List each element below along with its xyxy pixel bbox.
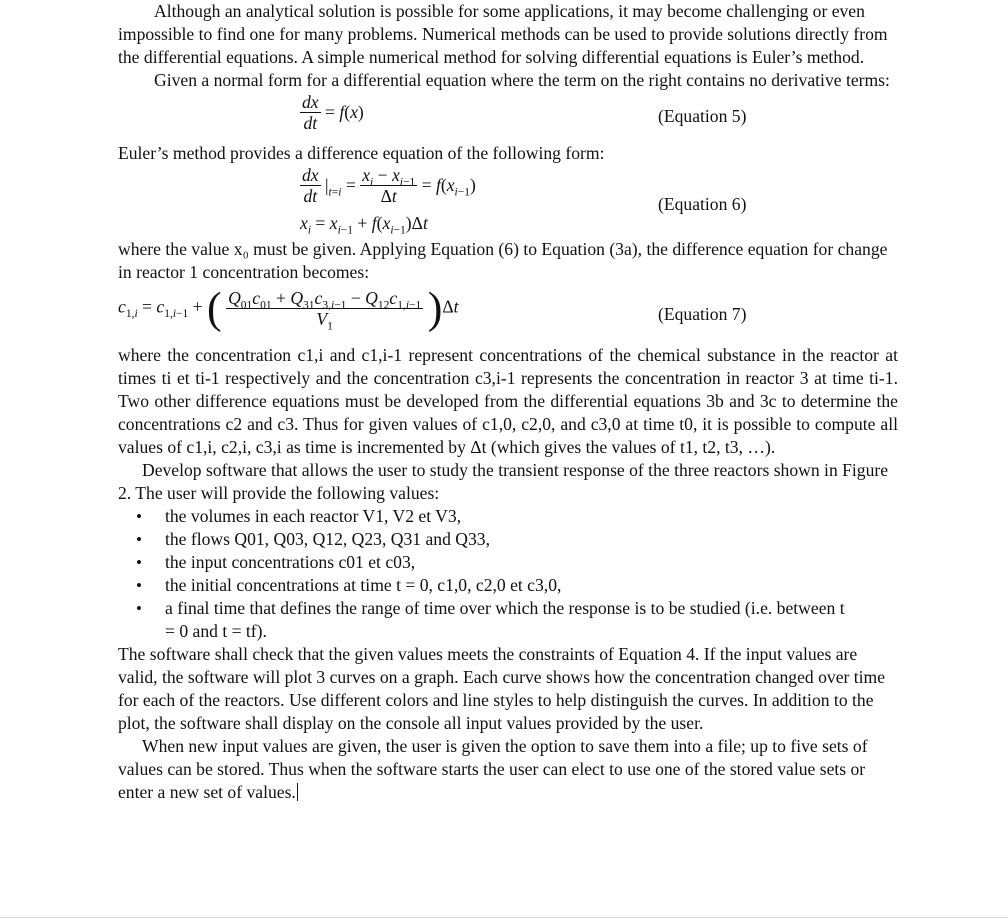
paragraph-intro: Although an analytical solution is possible for some applications, it may become challenging or even impossible to find one for many problems. Numerical methods can be used to provide solutions directly from the differential equations. A simple numerical method for solving differential equations is Euler’s method. — [118, 1, 888, 67]
equation-5-label: (Equation 5) — [658, 106, 747, 126]
text-cursor — [297, 783, 298, 801]
equation-7-label: (Equation 7) — [658, 304, 747, 324]
paragraph-software-check: The software shall check that the given values meets the constraints of Equation 4. If the input values are valid, the software will plot 3 curves on a graph. Each curve shows how the concentration changed over time for each of the reactors. Use different colors and line styles to help distinguish the curves. In addition to the plot, the software shall display on the console all input values provided by the user. — [118, 644, 886, 733]
equation-6: $\frac{dx}{dt}$ $|_{t=i}$ = $\frac{x_i - x_{i-1}}{\Delta t}$ = $f(x_{i-1})$ (Equation 6) $x_i = x_{i-1} + f(x_{i-1})\Delta t$ — [300, 165, 747, 237]
equation-7: $c_{1,i} = c_{1,i-1}$ + ( $\frac{Q_{01}c_{01} + Q_{31}c_{3,i-1} - Q_{12}c_{1,i-1}}{V_1}$ )Δt (Equation 7) — [118, 283, 747, 333]
paragraph-normal-form: Given a normal form for a differential equation where the term on the right contains no derivative terms: — [154, 70, 890, 90]
paragraph-euler: Euler’s method provides a difference equation of the following form: — [118, 143, 605, 163]
list-item: • a final time that defines the range of time over which the response is to be studied (i.e. between t = 0 and t = tf). — [165, 597, 898, 643]
paragraph-save-values — [118, 735, 898, 804]
save-values-text: When new input values are given, the user is given the option to save them into a file; up to five sets of values can be stored. Thus when the software starts the user can elect to use one of the stored value sets or enter a new set of values. — [118, 736, 868, 802]
paragraph-applying: where the value x₀ must be given. Applying Equation (6) to Equation (3a), the difference equation for change in reactor 1 concentration becomes: — [118, 239, 888, 282]
paragraph-concentrations: where the concentration c1,i and c1,i-1 represent concentrations of the chemical substance in the reactor at times ti et ti-1 respectively and the concentration c3,i-1 represents the concentration in reactor 3 at time ti-1. Two other difference equations must be developed from the differential equations 3b and 3c to determine the concentrations c2 and c3. Thus for given values of c1,0, c2,0, and c3,0 at time t0, it is possible to compute all values of c1,i, c2,i, c3,i as time is incremented by Δt (which gives the values of t1, t2, t3, …). — [118, 345, 898, 457]
list-item: • the input concentrations c01 et c03, — [165, 551, 898, 574]
list-item: • the volumes in each reactor V1, V2 et V3, — [165, 505, 898, 528]
equation-6-label: (Equation 6) — [658, 194, 747, 214]
list-item: • the initial concentrations at time t = 0, c1,0, c2,0 et c3,0, — [165, 574, 898, 597]
input-values-list — [118, 505, 898, 643]
paragraph-develop: Develop software that allows the user to study the transient response of the three reactors shown in Figure 2. The user will provide the following values: — [118, 460, 889, 503]
equation-5: $\frac{dx}{dt}$ = f(x) (Equation 5) — [302, 92, 747, 133]
page-bottom-border — [0, 917, 1008, 918]
list-item: • the flows Q01, Q03, Q12, Q23, Q31 and Q33, — [165, 528, 898, 551]
document-body[interactable] — [118, 0, 898, 804]
